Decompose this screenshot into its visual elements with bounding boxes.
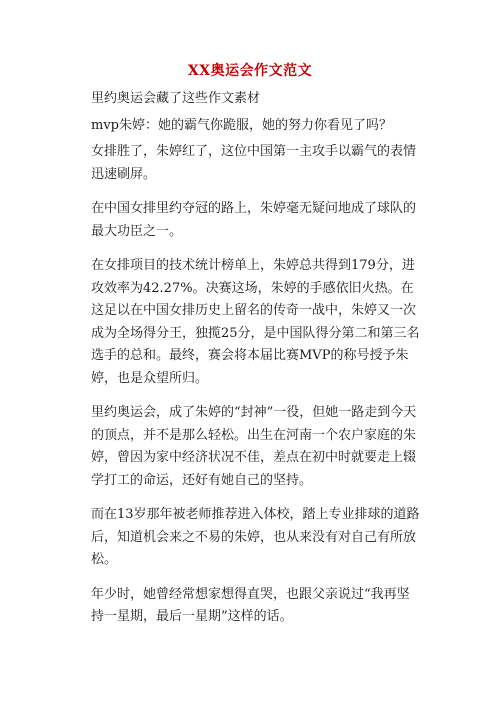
paragraph-6: 里约奥运会，成了朱婷的“封神”一役，但她一路走到今天的顶点，并不是那么轻松。出生在河南一个农户家庭的朱婷，曾因为家中经济状况不佳，差点在初中时就要走上辍学打工的命运，还好有她自己的坚持。 — [91, 405, 417, 488]
paragraph-4: 在中国女排里约夺冠的路上，朱婷毫无疑问地成了球队的最大功臣之一。 — [91, 201, 417, 239]
paragraph-2: mvp朱婷：她的霸气你跪服，她的努力你看见了吗？ — [91, 117, 392, 133]
paragraph-1: 里约奥运会藏了这些作文素材 — [91, 91, 261, 106]
paragraph-5: 在女排项目的技术统计榜单上，朱婷总共得到179分，进攻效率为42.27%。决赛这场，朱婷的手感依旧火热。在这足以在中国女排历史上留名的传奇一战中，朱婷又一次成为全场得分王，独揽25分，是中国队得分第二和第三名选手的总和。最终，赛会将本届比赛MVP的称号授予朱婷，也是众望所归。 — [91, 258, 420, 386]
paragraph-8: 年少时，她曾经常想家想得直哭，也跟父亲说过“我再坚持一星期，最后一星期”这样的话。 — [91, 586, 410, 624]
document-title: XX奥运会作文范文 — [187, 63, 313, 79]
paragraph-7: 而在13岁那年被老师推荐进入体校，踏上专业排球的道路后，知道机会来之不易的朱婷，也从来没有对自己有所放松。 — [91, 507, 420, 567]
document-body — [91, 88, 421, 641]
paragraph-3: 女排胜了，朱婷红了，这位中国第一主攻手以霸气的表情迅速刷屏。 — [91, 144, 417, 182]
